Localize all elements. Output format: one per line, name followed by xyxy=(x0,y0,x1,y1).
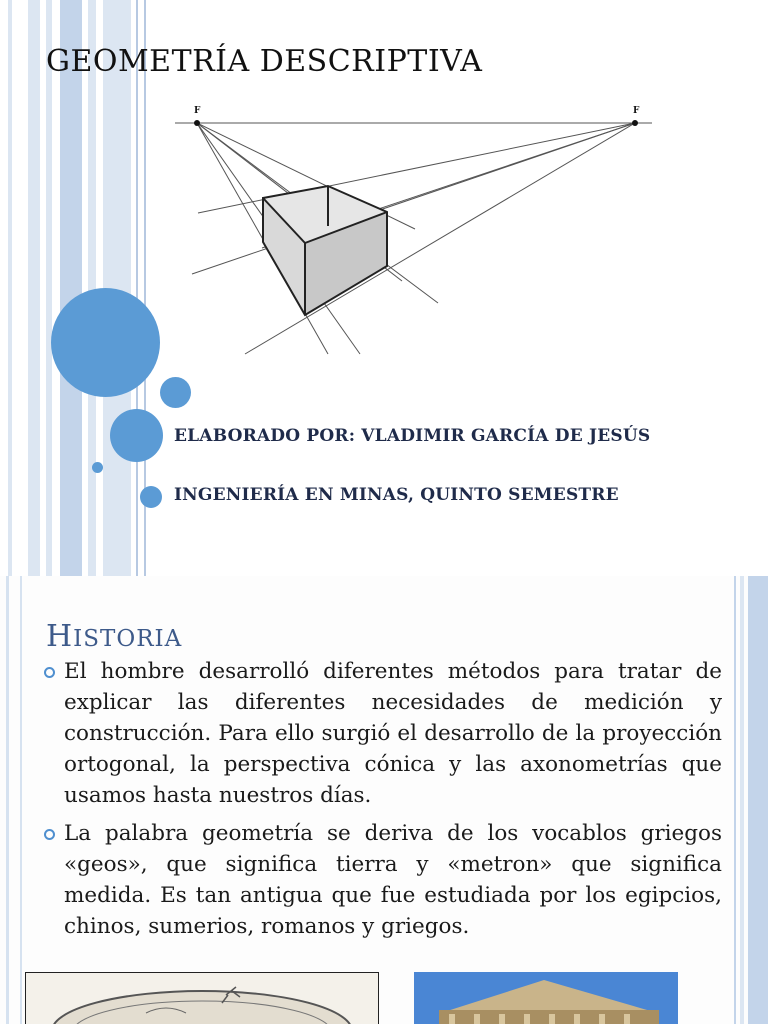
decor-circle-small xyxy=(160,377,191,408)
slide-title-text: GEOMETRÍA DESCRIPTIVA xyxy=(46,44,483,79)
slide-historia xyxy=(0,576,768,1024)
decor-stripe xyxy=(740,576,744,1024)
program-line: INGENIERÍA EN MINAS, QUINTO SEMESTRE xyxy=(174,485,619,505)
perspective-drawing xyxy=(170,96,660,366)
decor-circle-small xyxy=(140,486,162,508)
vanishing-point-left-label: F xyxy=(194,106,201,116)
decor-stripe xyxy=(136,0,138,576)
bullet-list xyxy=(44,656,722,949)
decor-circle-large xyxy=(51,288,160,397)
ancient-plate-image xyxy=(25,972,379,1024)
parthenon-image xyxy=(414,972,678,1024)
decor-stripe xyxy=(748,576,768,1024)
author-line: ELABORADO POR: VLADIMIR GARCÍA DE JESÚS xyxy=(174,426,651,446)
list-item xyxy=(44,818,722,942)
decor-circle-medium xyxy=(110,409,163,462)
decor-stripe xyxy=(6,576,9,1024)
decor-stripe xyxy=(60,0,82,576)
section-title-initial: H xyxy=(46,619,74,654)
decor-stripe xyxy=(46,0,52,576)
bullet-ring-icon xyxy=(44,667,55,678)
parthenon-drawing xyxy=(414,972,678,1024)
decor-stripe xyxy=(28,0,40,576)
vanishing-point-right-label: F xyxy=(633,106,640,116)
bullet-ring-icon xyxy=(44,829,55,840)
decor-stripe xyxy=(734,576,736,1024)
bullet-text: La palabra geometría se deriva de los vocablos griegos «geos», que significa tierra y «metron» que significa medida. Es tan antigua que fue estudiada por los egipcios, chinos, sumerios, romanos y griegos. xyxy=(64,821,722,939)
bullet-text: El hombre desarrolló diferentes métodos para tratar de explicar las diferentes necesidades de medición y construcción. Para ello surgió el desarrollo de la proyección ortogonal, la perspectiva cónica y las axonometrías que usamos hasta nuestros días. xyxy=(64,659,722,808)
section-title xyxy=(46,619,182,654)
decor-stripe xyxy=(8,0,12,576)
decor-stripe xyxy=(20,576,22,1024)
decor-circle-tiny xyxy=(92,462,103,473)
ancient-plate-drawing xyxy=(26,973,378,1024)
section-title-rest: ISTORIA xyxy=(73,626,183,652)
list-item xyxy=(44,656,722,811)
